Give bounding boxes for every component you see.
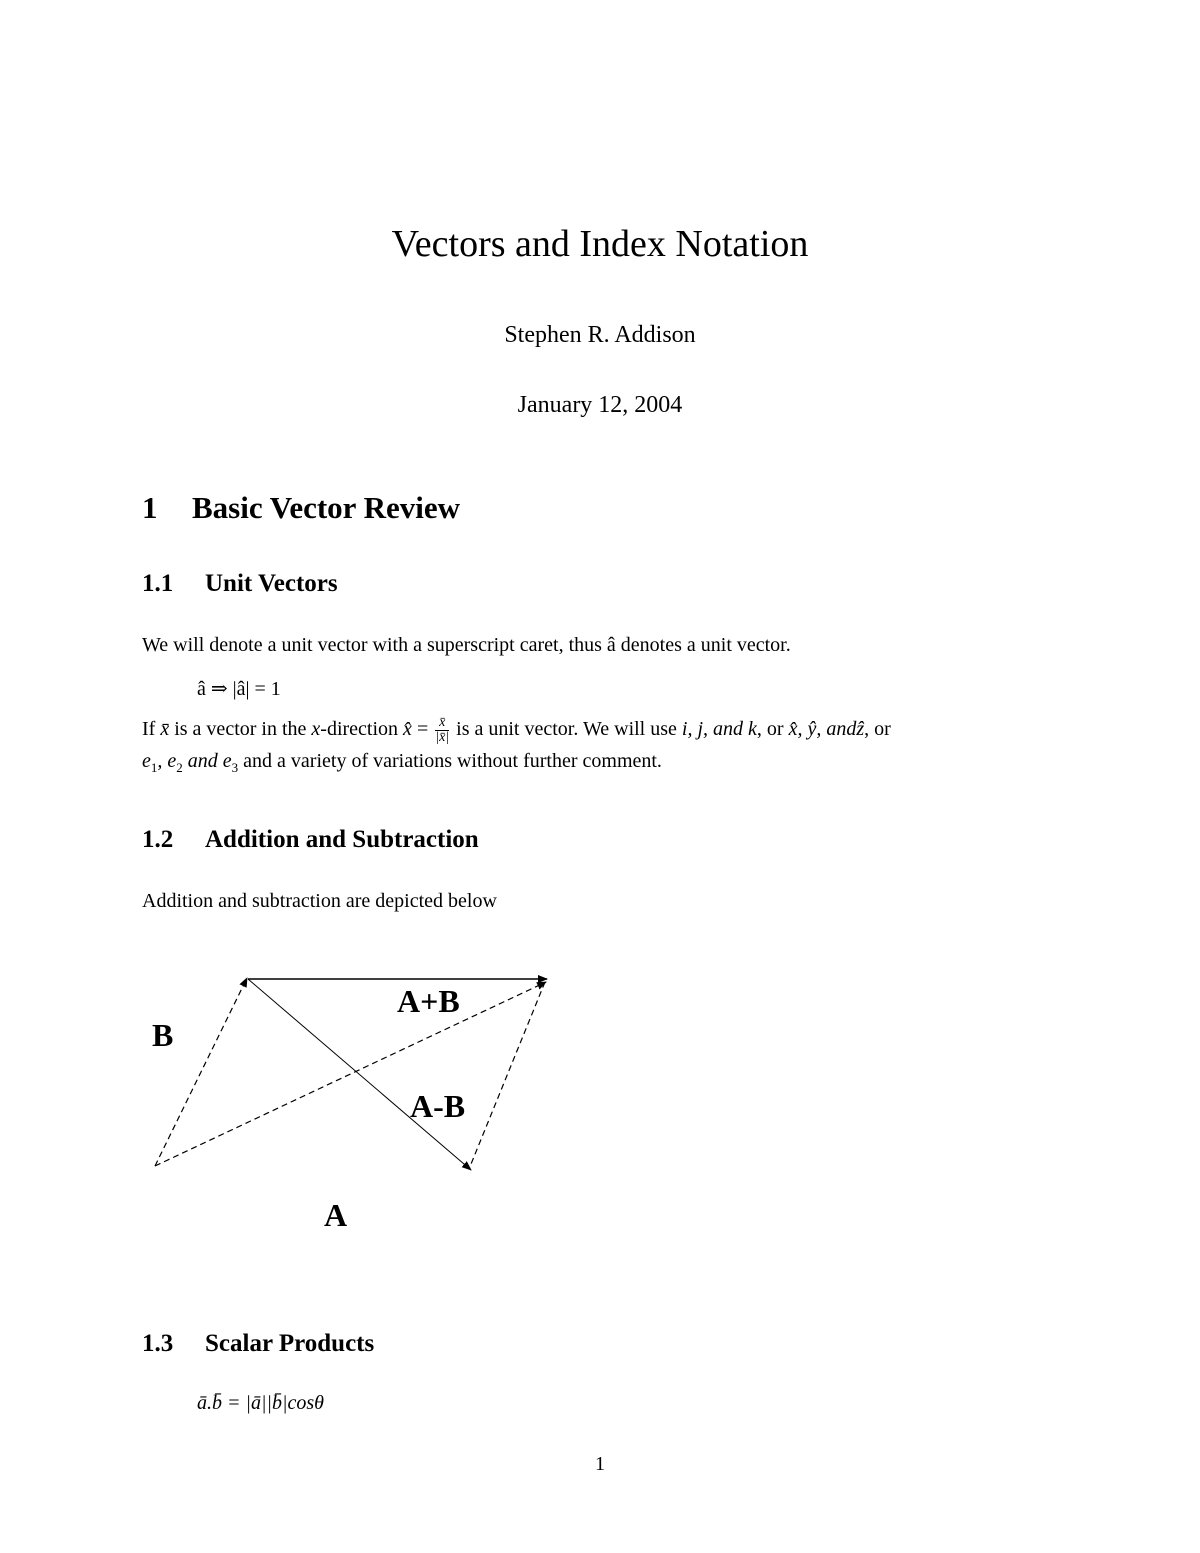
math-x-hat: x̂ [403,718,412,741]
author-name: Stephen R. Addison [504,322,696,348]
math-subscript: 3 [231,760,239,775]
text-run: is a vector in the [169,718,312,741]
subsection-title: Scalar Products [205,1330,375,1357]
subsection-number: 1.1 [142,570,174,597]
fraction-denominator: |x̄| [435,730,450,745]
paragraph-unit-vector-notation [142,716,891,745]
vector-sum-arrow [155,982,546,1166]
vector-b-arrow [155,978,247,1166]
subsection-title: Addition and Subtraction [205,826,479,853]
paragraph-unit-vector-notation-line2 [142,750,662,776]
paragraph-unit-vector-intro: We will denote a unit vector with a superscript caret, thus â denotes a unit vector. [142,634,791,656]
paper-title: Vectors and Index Notation [391,223,809,265]
fraction-unit-vector [435,716,449,745]
text-run: , or [864,718,891,741]
math-e: , e [157,750,177,772]
text-run: , or [756,718,789,741]
text-run: If [142,718,161,741]
math-xyz-hat: x̂, ŷ, andẑ [788,718,865,741]
subsection-number: 1.3 [142,1330,174,1357]
fraction-numerator: x̄ [435,716,449,731]
subsection-heading-addition [142,826,479,854]
math-e: e [142,750,151,772]
section-title: Basic Vector Review [192,490,461,525]
label-b: B [152,1017,174,1053]
section-number: 1 [142,490,158,525]
math-scalar-product: ā.b̄ = |ā||b̄|cosθ [197,1392,324,1414]
section-heading [142,490,460,526]
math-e: and e [182,750,232,772]
paper-date: January 12, 2004 [517,392,683,418]
vector-b-right-dashed [469,982,545,1169]
equation-unit-magnitude: â ⇒ |â| = 1 [197,678,281,700]
text-run: and a variety of variations without further comment. [238,750,662,772]
page-number: 1 [595,1453,605,1475]
text-run: = [411,718,434,741]
equation-scalar-product [197,1392,324,1415]
label-a: A [324,1197,348,1233]
text-run: -direction [320,718,404,741]
text-run: is a unit vector. We will use [451,718,682,741]
math-x: x [311,718,321,741]
math-subscript: 2 [176,760,183,775]
subsection-number: 1.2 [142,826,174,853]
subsection-heading-scalar-products [142,1330,374,1358]
vector-addition-figure [140,960,580,1240]
subsection-heading-unit-vectors [142,570,338,598]
subsection-title: Unit Vectors [205,570,338,597]
label-a-minus-b: A-B [410,1088,466,1124]
label-a-plus-b: A+B [397,983,460,1019]
math-ijk: i, j, and k [681,718,757,741]
paragraph-addition-intro: Addition and subtraction are depicted below [142,890,497,912]
math-x-vector: x̄ [160,718,170,741]
math-subscript: 1 [150,760,158,775]
